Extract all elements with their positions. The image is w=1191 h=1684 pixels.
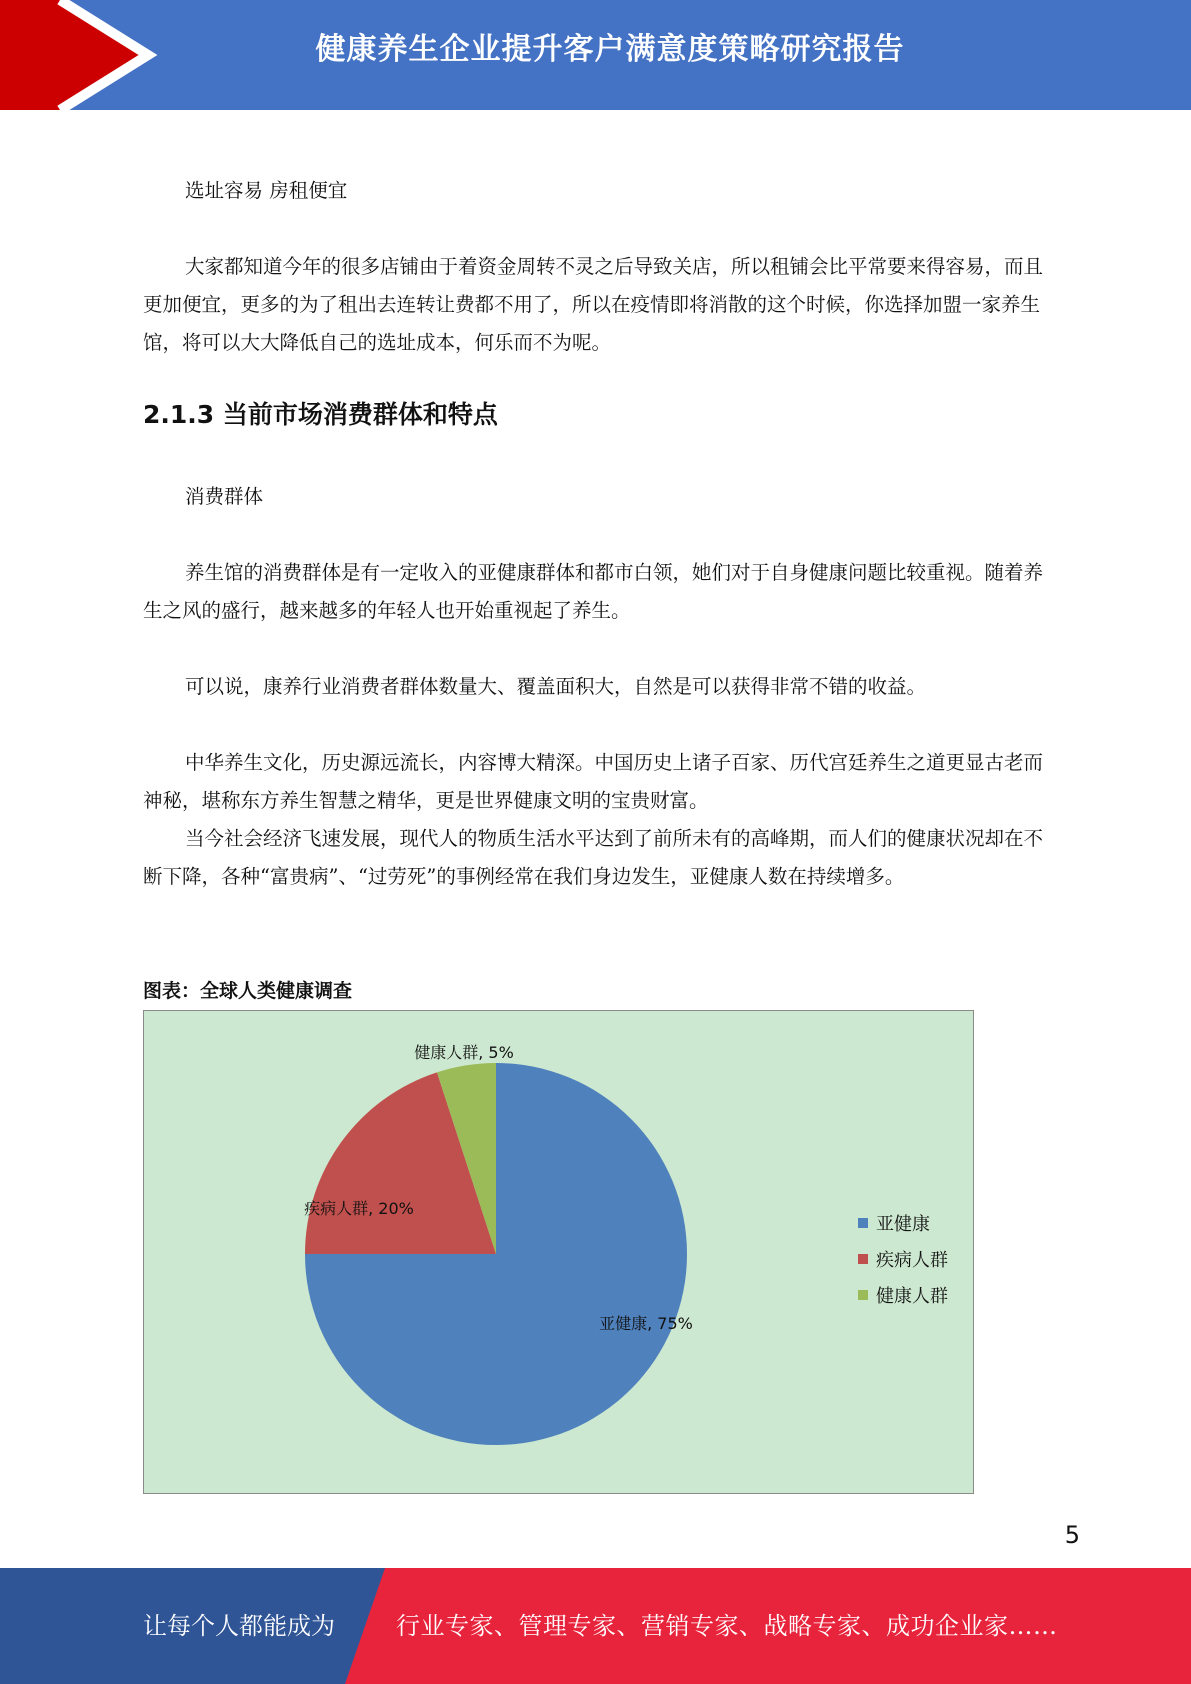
paragraph-rent-explanation: 大家都知道今年的很多店铺由于着资金周转不灵之后导致关店，所以租铺会比平常要来得容易，而且更加便宜，更多的为了租出去连转让费都不用了，所以在疫情即将消散的这个时候，你选择加盟一家养生馆，将可以大大降低自己的选址成本，何乐而不为呢。 <box>143 255 1044 354</box>
paragraph-consumer-group: 养生馆的消费群体是有一定收入的亚健康群体和都市白领，她们对于自身健康问题比较重视。随着养生之风的盛行，越来越多的年轻人也开始重视起了养生。 <box>143 561 1044 622</box>
legend-label: 健康人群 <box>876 1286 948 1307</box>
paragraph-industry-revenue: 可以说，康养行业消费者群体数量大、覆盖面积大，自然是可以获得非常不错的收益。 <box>185 675 927 698</box>
chart-legend <box>858 1205 948 1313</box>
report-title: 健康养生企业提升客户满意度策略研究报告 <box>315 32 905 67</box>
footer-slogan-left: 让每个人都能成为 <box>143 1612 335 1640</box>
paragraph-site-selection: 选址容易 房租便宜 <box>185 179 348 202</box>
figure-caption: 图表：全球人类健康调查 <box>143 980 353 1002</box>
legend-item-illness <box>858 1241 948 1277</box>
pie-data-label-1: 疾病人群, 20% <box>304 1199 414 1218</box>
pie-chart <box>143 1010 974 1494</box>
paragraph-consumer-group-title: 消费群体 <box>185 485 264 508</box>
legend-item-subhealth <box>858 1205 948 1241</box>
legend-swatch <box>858 1290 868 1300</box>
page-number: 5 <box>1064 1521 1080 1549</box>
pie-data-label-2: 健康人群, 5% <box>414 1043 514 1062</box>
paragraph-culture: 中华养生文化，历史源远流长，内容博大精深。中国历史上诸子百家、历代宫廷养生之道更显古老而神秘，堪称东方养生智慧之精华，更是世界健康文明的宝贵财富。 <box>143 751 1044 812</box>
pie-data-label-0: 亚健康, 75% <box>599 1314 693 1333</box>
footer-slogan-right: 行业专家、管理专家、营销专家、战略专家、成功企业家…… <box>396 1612 1058 1640</box>
legend-swatch <box>858 1254 868 1264</box>
page-footer <box>0 1568 1191 1684</box>
pie-chart-svg <box>144 1011 975 1495</box>
legend-label: 亚健康 <box>876 1214 930 1235</box>
legend-swatch <box>858 1218 868 1228</box>
legend-label: 疾病人群 <box>876 1250 948 1271</box>
section-heading: 2.1.3 当前市场消费群体和特点 <box>143 400 498 429</box>
page-header <box>0 0 1191 110</box>
legend-item-healthy <box>858 1277 948 1313</box>
paragraph-society: 当今社会经济飞速发展，现代人的物质生活水平达到了前所未有的高峰期，而人们的健康状况却在不断下降，各种“富贵病”、“过劳死”的事例经常在我们身边发生，亚健康人数在持续增多。 <box>143 827 1044 888</box>
